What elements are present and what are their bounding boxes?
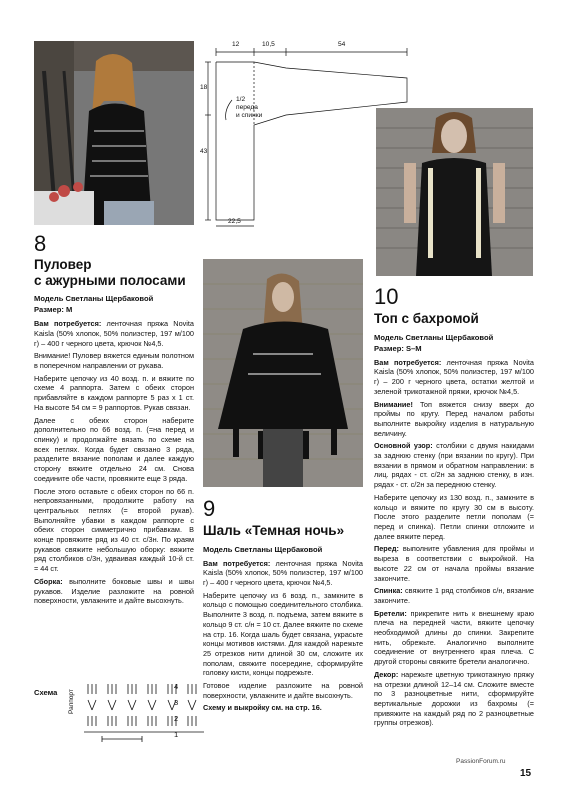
project9-paragraph: Готовое изделие разложите на ровной поверхности, увлажните и дайте высохнуть. <box>203 681 363 700</box>
fringe-top-photo <box>376 108 533 276</box>
project8-size: Размер: M <box>34 305 73 315</box>
row-number-1: 1 <box>174 730 179 739</box>
project10-title: Топ с бахромой <box>374 311 479 326</box>
project10-number: 10 <box>374 284 399 309</box>
project10-paragraph: Перед: выполните убавления для проймы и выреза в соответствии с выкройкой. На высоте 22 см от начала проймы вязание закончите. <box>374 544 534 583</box>
center-label-2: переда <box>236 104 258 111</box>
project9-model: Модель Светланы Щербаковой <box>203 544 323 554</box>
dim-top-1: 12 <box>232 41 240 48</box>
project8-number: 8 <box>34 231 47 256</box>
rapport-label: Раппорт <box>68 689 75 714</box>
project8-model: Модель Светланы Щербаковой <box>34 294 154 304</box>
project8-paragraph: Внимание! Пуловер вяжется единым полотном в поперечном направлении от рукава. <box>34 351 194 371</box>
row-number-4: 4 <box>174 682 179 691</box>
project10-model: Модель Светланы Щербаковой <box>374 332 494 342</box>
center-label-1: 1/2 <box>236 96 246 103</box>
project10-size: Размер: S–M <box>374 343 422 353</box>
project10-paragraph: Вам потребуется: ленточная пряжа Novita Kaisla (50% хлопок, 50% полиэстер, 197 м/100 г) – 200 г черного цвета, остатки желтой и зеленой трикотажной пряжи, крючок №4,5. <box>374 357 534 396</box>
dim-left-2: 43 <box>200 148 208 155</box>
row-number-2: 2 <box>174 714 179 723</box>
project8-title-line1: Пуловер <box>34 257 92 272</box>
project10-paragraph: Внимание! Топ вяжется снизу вверх до проймы по кругу. Перед началом работы выполните выкройку изделия в натуральную величину. <box>374 399 534 438</box>
row-number-3: 3 <box>174 698 179 707</box>
stitch-scheme <box>34 682 194 752</box>
project9-paragraph: Вам потребуется: ленточная пряжа Novita Kaisla (50% хлопок, 50% полиэстер, 197 м/100 г) – 400 г черного цвета, крючок №4,5. <box>203 558 363 588</box>
project10-column <box>374 286 534 731</box>
project10-paragraph: Спинка: свяжите 1 ряд столбиков с/н, вязание закончите. <box>374 586 534 605</box>
scheme-label: Схема <box>34 688 58 697</box>
project8-paragraph: Сборка: выполните боковые швы и швы рукавов. Изделие разложите на ровной поверхности, увлажните и дайте высохнуть. <box>34 576 194 606</box>
dim-top-3: 54 <box>338 41 346 48</box>
project10-paragraph: Декор: нарежьте цветную трикотажную пряжу на отрезки длиной 12–14 см. Сложите вместе по 3 разноцветные нити, сформируйте вертикальные дорожки из бахромы (= привяжите на каждый ряд по 2 разноцветные группы отрезков). <box>374 669 534 728</box>
dim-top-2: 10,5 <box>262 41 275 48</box>
project9-title: Шаль «Темная ночь» <box>203 523 345 538</box>
dim-bottom: 22,5 <box>228 218 241 225</box>
shawl-photo <box>203 259 363 487</box>
project8-title-line2: с ажурными полосами <box>34 272 186 288</box>
project8-paragraph: После этого оставьте с обеих сторон по 66 п. непровязанными, продолжите работу на центральных петлях (= второй рукав). Выполняйте убавки в каждом раппорте с обеих сторон симметрично прибавкам. В конце провяжите ряд из 40 ст. с/3н. По краям рукавов свяжите небольшую оборку: вяжите ряд столбиков с/3н, удваивая каждый 10-й ст. = 44 ст. <box>34 486 194 574</box>
project8-paragraph: Далее с обеих сторон наберите дополнительно по 66 возд. п. (=на перед и спинку) и продолжайте вязать по схеме на всех петлях. Когда будет связано 3 ряда, разделите вязание пополам и далее каждую сторону вяжите отдельно 24 см. Снова соедините обе части, провяжите еще 3 ряда. <box>34 415 194 483</box>
project8-paragraph: Наберите цепочку из 40 возд. п. и вяжите по схеме 4 раппорта. Затем с обеих сторон прибавляйте в каждом раппорте 5 раз х 1 ст. На высоте 54 см = 9 раппортов. Рукав связан. <box>34 373 194 412</box>
project10-paragraph: Наберите цепочку из 130 возд. п., замкните в кольцо и вяжите по кругу 30 см в высоту. После этого разделите петли пополам (= перед и спинка). Петли спинки отложите и далее вяжите перед. <box>374 492 534 541</box>
project9-paragraph: Схему и выкройку см. на стр. 16. <box>203 703 322 713</box>
pullover-photo <box>34 41 194 225</box>
page-number: 15 <box>520 768 532 779</box>
project8-column <box>34 233 194 609</box>
project8-paragraph: Вам потребуется: ленточная пряжа Novita Kaisla (50% хлопок, 50% полиэстер, 197 м/100 г) – 400 г черного цвета, крючок №4,5. <box>34 319 194 348</box>
project10-paragraph: Бретели: прикрепите нить к внешнему краю плеча на передней части, вяжите цепочку необходимой длины до спинки. Закрепите нить, обрежьте. Аналогично выполните соединение от внутреннего края плеча. С другой стороны свяжите бретели аналогично. <box>374 608 534 667</box>
project10-paragraph: Основной узор: столбики с двумя накидами за заднюю стенку (при вязании по кругу). При вязании в прямом и обратном направлении: в лиц. рядах - ст. с/2н за заднюю стенку, в изн. рядах - ст. с/2н за переднюю стенку. <box>374 441 534 490</box>
project9-paragraph: Наберите цепочку из 6 возд. п., замкните в кольцо с помощью соединительного столбика. Выполните 3 возд. п. подъема, затем вяжите в кольцо 9 ст. с/н = 10 ст. Далее вяжите по схеме на стр. 16. Когда шаль будет связана, украсьте концы мотивов кистями. Для каждой нарежьте 25 отрезков нити длиной 30 см, сложите их пополам, свяжите посередине, сформируйте головку кисти, концы подрежьте. <box>203 590 363 678</box>
center-label-3: и спинки <box>236 112 263 119</box>
project9-number: 9 <box>203 496 216 521</box>
dim-left-1: 18 <box>200 84 208 91</box>
project9-column <box>203 498 363 716</box>
site-footer: PassionForum.ru <box>456 758 506 765</box>
